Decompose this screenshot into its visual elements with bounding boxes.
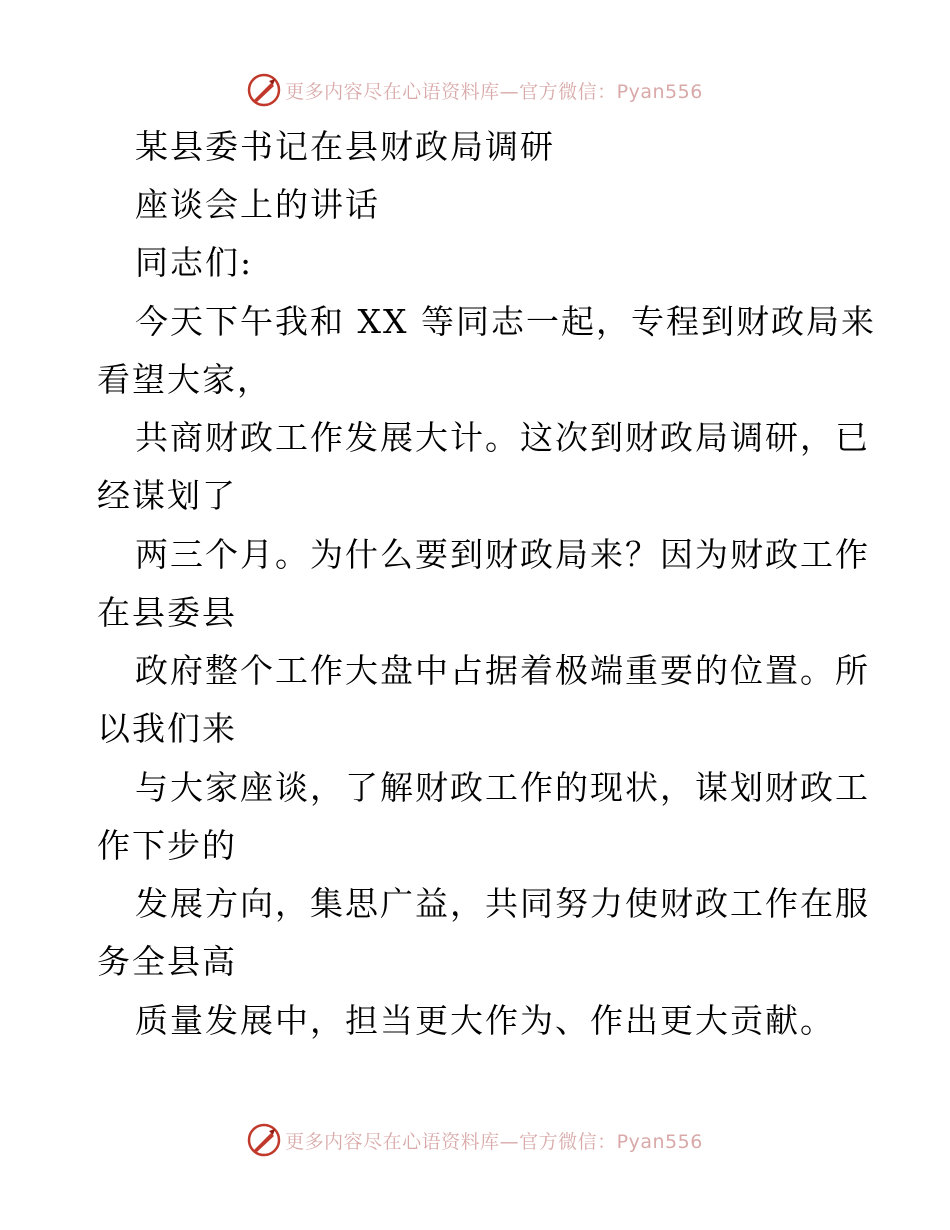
paragraph-line: 在县委县 [97,593,237,632]
doc-title-line-2: 座谈会上的讲话 [135,185,380,224]
paragraph-line: 两三个月。为什么要到财政局来？因为财政工作 [135,535,870,574]
salutation: 同志们: [135,243,254,282]
footer-watermark [0,1120,950,1160]
paragraph-line: 务全县高 [97,942,237,981]
watermark-text: 更多内容尽在心语资料库—官方微信：Pyan556 [285,1130,703,1153]
paragraph-line: 以我们来 [97,709,237,748]
header-watermark [0,70,950,110]
paragraph-line: 发展方向，集思广益，共同努力使财政工作在服 [135,884,870,923]
paragraph-line: 质量发展中，担当更大作为、作出更大贡献。 [135,1001,835,1040]
doc-title-line-1: 某县委书记在县财政局调研 [135,127,555,166]
paragraph-line: 政府整个工作大盘中占据着极端重要的位置。所 [135,651,870,690]
paragraph-line: 看望大家， [97,360,272,399]
paragraph-line: 与大家座谈，了解财政工作的现状，谋划财政工 [135,768,870,807]
paragraph-line: 共商财政工作发展大计。这次到财政局调研，已 [135,418,870,457]
quill-logo-icon [247,1123,281,1157]
quill-logo-icon [247,73,281,107]
paragraph-line: 作下步的 [97,826,237,865]
watermark-text: 更多内容尽在心语资料库—官方微信：Pyan556 [285,80,703,103]
paragraph-line: 今天下午我和 XX 等同志一起，专程到财政局来 [135,302,876,341]
paragraph-line: 经谋划了 [97,476,237,515]
